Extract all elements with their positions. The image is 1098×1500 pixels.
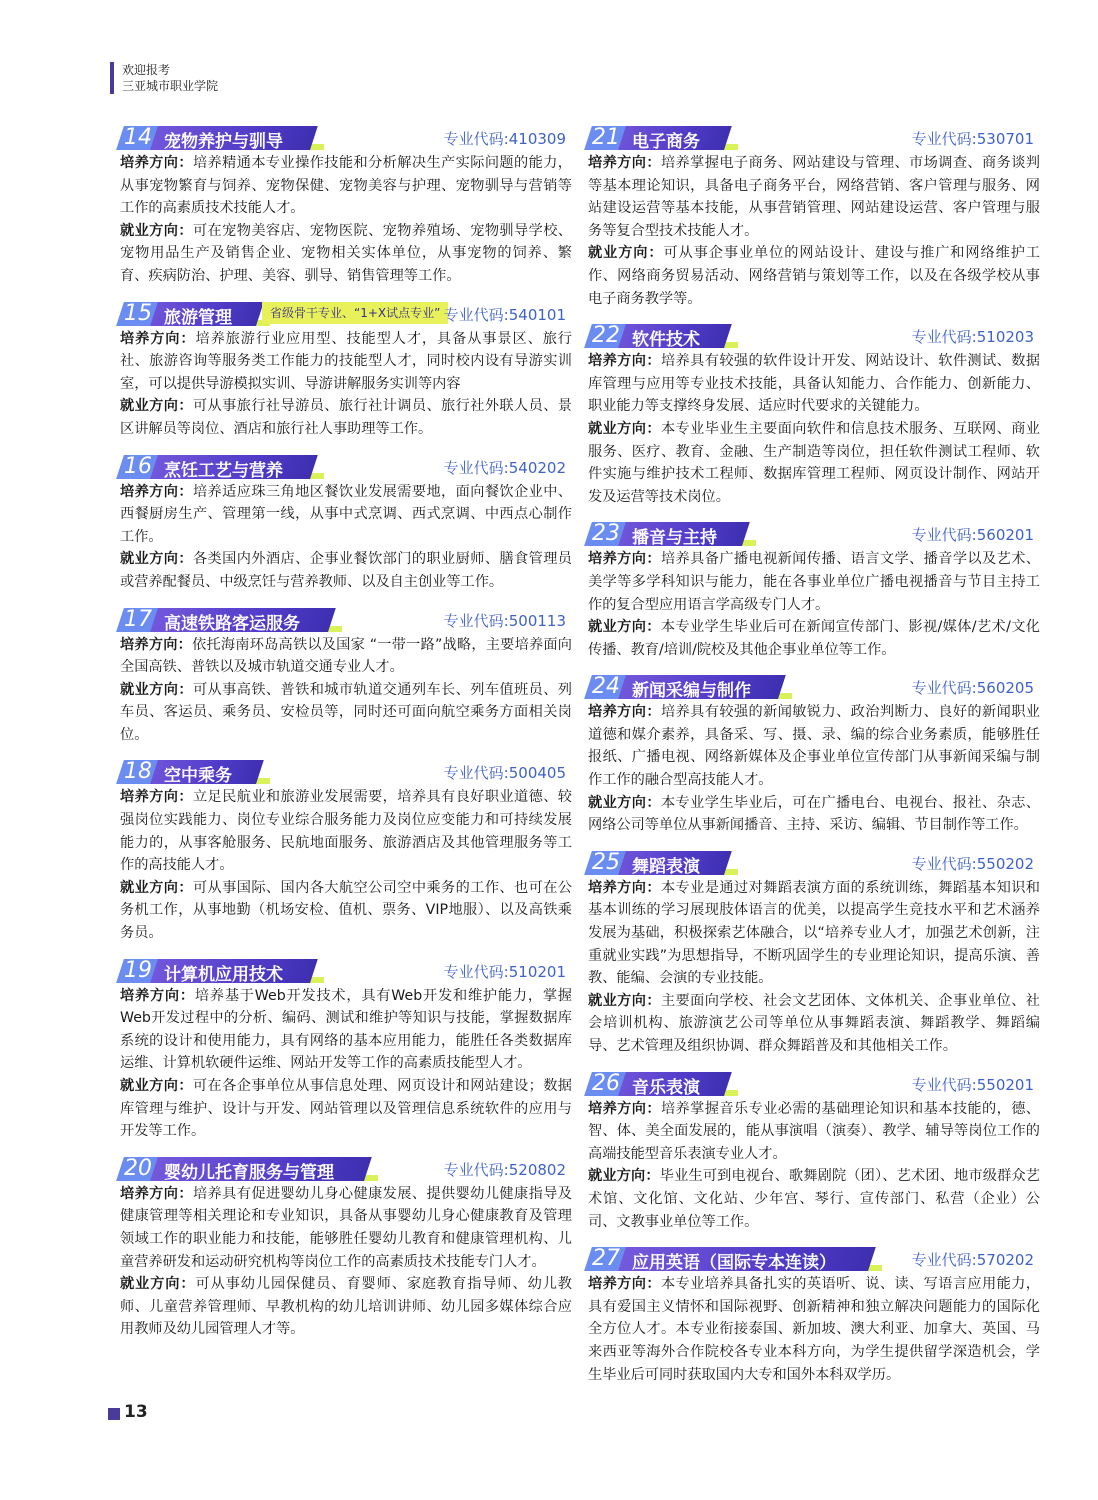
training-label: 培养方向： (120, 330, 196, 347)
training-text: 本专业是通过对舞蹈表演方面的系统训练，舞蹈基本知识和基本训练的学习展现肢体语言的优美，以提高学生竞技水平和艺术涵养发展为基础，积极探索艺体融合，以“培养专业人才，加强艺术创新，注重就业实践”为思想指导，不断巩固学生的专业理论知识，提高乐演、善教、能编、会演的专业技能。 (588, 879, 1040, 987)
training-direction (120, 786, 572, 876)
major-code: 专业代码:550201 (911, 1075, 1034, 1094)
major-code: 专业代码:560205 (911, 679, 1034, 698)
major-number: 19 (124, 957, 152, 983)
training-label: 培养方向： (588, 704, 661, 721)
training-direction (588, 548, 1040, 616)
employment-text: 可在各企事单位从事信息处理、网页设计和网站建设；数据库管理与维护、设计与开发、网站管理以及管理信息系统软件的应用与开发等工作。 (120, 1078, 572, 1140)
major-title-row (588, 673, 1040, 701)
employment-text: 可从事高铁、普铁和城市轨道交通列车长、列车值班员、列车员、客运员、乘务员、安检员等，同时还可面向航空乘务方面相关岗位。 (120, 681, 572, 743)
major-section (588, 849, 1040, 1058)
training-text: 培养精通本专业操作技能和分析解决生产实际问题的能力，从事宠物繁育与饲养、宠物保健、宠物美容与护理、宠物驯导与营销等工作的高素质技术技能人才。 (120, 155, 572, 217)
major-section (120, 453, 572, 594)
training-label: 培养方向： (120, 155, 193, 171)
page-header (110, 62, 218, 94)
employment-text: 本专业学生毕业后，可在广播电台、电视台、报社、杂志、网络公司等单位从事新闻播音、主持、采访、编辑、节目制作等工作。 (588, 794, 1040, 834)
major-name: 软件技术 (632, 330, 700, 351)
major-name: 空中乘务 (164, 766, 232, 787)
employment-direction (588, 418, 1040, 508)
employment-label: 就业方向： (588, 1168, 660, 1185)
training-text: 依托海南环岛高铁以及国家 “一带一路”战略，主要培养面向全国高铁、普铁以及城市轨道交通专业人才。 (120, 636, 572, 676)
employment-direction (588, 242, 1040, 310)
training-label: 培养方向： (120, 1185, 193, 1202)
employment-label: 就业方向： (588, 992, 661, 1009)
training-label: 培养方向： (120, 789, 193, 806)
major-code: 专业代码:410309 (443, 130, 566, 148)
employment-direction (120, 548, 572, 593)
training-text: 培养适应珠三角地区餐饮业发展需要地，面向餐饮企业中、西餐厨房生产、管理第一线，从事中式烹调、西式烹调、中西点心制作工作。 (120, 483, 572, 545)
major-title-row (120, 124, 572, 152)
major-name: 高速铁路客运服务 (164, 613, 300, 634)
training-label: 培养方向： (588, 155, 661, 171)
employment-direction (588, 792, 1040, 837)
employment-label: 就业方向： (588, 420, 661, 437)
training-direction (120, 152, 572, 220)
major-code: 专业代码:530701 (911, 130, 1034, 148)
employment-direction (588, 616, 1040, 661)
training-label: 培养方向： (588, 353, 661, 370)
employment-direction (120, 1075, 572, 1143)
major-section (120, 1155, 572, 1341)
major-title-row (120, 300, 572, 328)
employment-text: 可从事幼儿园保健员、育婴师、家庭教育指导师、幼儿教师、儿童营养管理师、早教机构的幼儿培训讲师、幼儿园多媒体综合应用教师及幼儿园管理人才等。 (120, 1276, 572, 1338)
major-tag: 省级骨干专业、“1+X试点专业” (262, 302, 448, 324)
major-name: 烹饪工艺与营养 (164, 460, 283, 481)
major-name: 电子商务 (632, 132, 700, 152)
major-name: 婴幼儿托育服务与管理 (164, 1162, 334, 1183)
major-code: 专业代码:560201 (911, 526, 1034, 545)
employment-text: 可在宠物美容店、宠物医院、宠物养殖场、宠物驯导学校、宠物用品生产及销售企业、宠物相关实体单位，从事宠物的饲养、繁育、疾病防治、护理、美容、驯导、销售管理等工作。 (120, 222, 572, 284)
employment-text: 本专业毕业生主要面向软件和信息技术服务、互联网、商业服务、医疗、教育、金融、生产制造等岗位，担任软件测试工程师、软件实施与维护技术工程师、数据库管理工程师、网页设计制作、网站开发及运营等技术岗位。 (588, 420, 1040, 505)
major-section (120, 758, 572, 944)
major-code: 专业代码:510203 (911, 328, 1034, 347)
major-title-row (588, 849, 1040, 877)
training-label: 培养方向： (120, 636, 193, 653)
page-number: 13 (124, 1402, 148, 1422)
major-title-row (588, 520, 1040, 548)
major-name: 舞蹈表演 (632, 856, 700, 877)
employment-text: 各类国内外酒店、企事业餐饮部门的职业厨师、膳食管理员或营养配餐员、中级烹饪与营养教师、以及自主创业等工作。 (120, 551, 572, 590)
employment-direction (588, 1165, 1040, 1233)
major-name: 计算机应用技术 (164, 964, 283, 985)
training-label: 培养方向： (588, 1276, 661, 1293)
training-text: 立足民航业和旅游业发展需要，培养具有良好职业道德、较强岗位实践能力、岗位专业综合服务能力及岗位应变能力和可持续发展能力的，从事客舱服务、民航地面服务、旅游酒店及其他管理服务等工作的高技能人才。 (120, 789, 572, 874)
header-line1: 欢迎报考 (122, 63, 171, 77)
employment-label: 就业方向： (588, 619, 661, 636)
employment-direction (588, 990, 1040, 1058)
training-text: 培养具有较强的新闻敏锐力、政治判断力、良好的新闻职业道德和媒介素养，具备采、写、摄、录、编的综合业务素质，能够胜任报纸、广播电视、网络新媒体及企事业单位宣传部门从事新闻采编与制作工作的融合型高技能人才。 (588, 704, 1040, 789)
training-text: 培养具备广播电视新闻传播、语言文学、播音学以及艺术、美学等多学科知识与能力，能在各事业单位广播电视播音与节目主持工作的复合型应用语言学高级专门人才。 (588, 551, 1040, 613)
employment-label: 就业方向： (120, 681, 193, 698)
employment-text: 可从事国际、国内各大航空公司空中乘务的工作、也可在公务机工作，从事地勤（机场安检、值机、票务、VIP地服）、以及高铁乘务员。 (120, 879, 572, 942)
major-code: 专业代码:510201 (443, 962, 566, 981)
major-number: 27 (592, 1246, 620, 1272)
training-text: 培养掌握音乐专业必需的基础理论知识和基本技能的，德、智、体、美全面发展的，能从事演唱（演奏）、教学、辅导等岗位工作的高端技能型音乐表演专业人才。 (588, 1100, 1040, 1162)
training-text: 培养旅游行业应用型、技能型人才，具备从事景区、旅行社、旅游咨询等服务类工作能力的技能型人才，同时校内设有导游实训室，可以提供导游模拟实训、导游讲解服务实训等内容 (120, 330, 572, 392)
major-number: 25 (592, 849, 620, 875)
training-label: 培养方向： (120, 483, 193, 500)
employment-text: 可从事旅行社导游员、旅行社计调员、旅行社外联人员、景区讲解员等岗位、酒店和旅行社人事助理等工作。 (120, 398, 572, 437)
major-number: 18 (124, 759, 152, 785)
left-column (120, 124, 572, 1353)
major-title-row (120, 1155, 572, 1183)
training-direction (120, 634, 572, 679)
major-title-row (120, 957, 572, 985)
major-title-row (120, 453, 572, 481)
major-number: 21 (592, 125, 620, 150)
employment-label: 就业方向： (120, 551, 193, 568)
major-section (588, 1070, 1040, 1234)
major-section (588, 124, 1040, 310)
major-code: 专业代码:520802 (443, 1160, 566, 1179)
training-direction (588, 350, 1040, 418)
major-name: 宠物养护与驯导 (164, 132, 283, 152)
major-code: 专业代码:550202 (911, 854, 1034, 873)
employment-text: 可从事企事业单位的网站设计、建设与推广和网络维护工作、网络商务贸易活动、网络营销与策划等工作，以及在各级学校从事电子商务教学等。 (588, 245, 1040, 307)
employment-label: 就业方向： (120, 1078, 193, 1094)
employment-label: 就业方向： (588, 794, 661, 811)
employment-text: 主要面向学校、社会文艺团体、文体机关、企事业单位、社会培训机构、旅游演艺公司等单位从事舞蹈表演、舞蹈教学、舞蹈编导、艺术管理及组织协调、群众舞蹈普及和其他相关工作。 (588, 992, 1040, 1054)
major-code: 专业代码:540202 (443, 458, 566, 477)
major-number: 20 (124, 1155, 152, 1181)
training-label: 培养方向： (588, 879, 661, 896)
employment-label: 就业方向： (120, 398, 193, 415)
major-section (588, 322, 1040, 508)
employment-label: 就业方向： (120, 879, 193, 896)
major-section (120, 957, 572, 1143)
training-direction (120, 481, 572, 549)
training-text: 培养具有促进婴幼儿身心健康发展、提供婴幼儿健康指导及健康管理等相关理论和专业知识，具备从事婴幼儿身心健康教育及管理领域工作的职业能力和技能，能够胜任婴幼儿教育和健康管理机构、儿童营养研发和运动研究机构等岗位工作的高素质技术技能专门人才。 (120, 1185, 572, 1270)
major-section (120, 300, 572, 441)
training-direction (588, 1273, 1040, 1386)
major-title-row (120, 758, 572, 786)
training-direction (588, 1098, 1040, 1166)
employment-label: 就业方向： (588, 245, 664, 262)
training-direction (120, 1183, 572, 1273)
major-name: 旅游管理 (164, 307, 232, 328)
employment-label: 就业方向： (120, 222, 193, 239)
major-title-row (120, 606, 572, 634)
training-direction (120, 985, 572, 1075)
training-text: 培养掌握电子商务、网站建设与管理、市场调查、商务谈判等基本理论知识，具备电子商务平台，网络营销、客户管理与服务、网站建设运营等基本技能，从事营销管理、网站建设运营、客户管理与服务等复合型技术技能人才。 (588, 155, 1040, 239)
header-line2: 三亚城市职业学院 (122, 79, 219, 93)
major-title-row (588, 1070, 1040, 1098)
right-column (588, 124, 1040, 1398)
employment-label: 就业方向： (120, 1276, 196, 1293)
major-section (588, 520, 1040, 661)
training-direction (588, 152, 1040, 242)
major-number: 23 (592, 521, 620, 547)
employment-direction (120, 395, 572, 440)
training-direction (588, 701, 1040, 791)
page-marker-square (108, 1408, 120, 1420)
major-section (120, 606, 572, 747)
training-text: 培养基于Web开发技术，具有Web开发和维护能力，掌握Web开发过程中的分析、编码、测试和维护等知识与技能，掌握数据库系统的设计和使用能力，具有网络的基本应用能力，能胜任各类数据库运维、计算机软硬件运维、网站开发等工作的高素质技能型人才。 (120, 987, 572, 1072)
major-section (588, 1245, 1040, 1386)
training-text: 本专业培养具备扎实的英语听、说、读、写语言应用能力，具有爱国主义情怀和国际视野、创新精神和独立解决问题能力的国际化全方位人才。本专业衔接泰国、新加坡、澳大利亚、加拿大、英国、马来西亚等海外合作院校各专业本科方向，为学生提供留学深造机会，学生毕业后可同时获取国内大专和国外本科双学历。 (588, 1276, 1040, 1383)
employment-direction (120, 1273, 572, 1341)
major-number: 14 (124, 125, 152, 150)
major-name: 新闻采编与制作 (632, 681, 751, 702)
major-title-row (588, 322, 1040, 350)
major-number: 17 (124, 606, 152, 632)
employment-direction (120, 679, 572, 747)
major-code: 专业代码:500405 (443, 764, 566, 783)
major-name: 播音与主持 (632, 528, 717, 549)
major-number: 15 (124, 300, 152, 326)
training-text: 培养具有较强的软件设计开发、网站设计、软件测试、数据库管理与应用等专业技术技能，具备认知能力、合作能力、创新能力、职业能力等支撑终身发展、适应时代要求的关键能力。 (588, 353, 1040, 415)
major-number: 16 (124, 453, 152, 479)
major-title-row (588, 1245, 1040, 1273)
major-code: 专业代码:540101 (443, 305, 566, 324)
major-name: 应用英语（国际专本连读） (632, 1253, 836, 1274)
training-label: 培养方向： (120, 987, 195, 1004)
major-code: 专业代码:570202 (911, 1251, 1034, 1270)
employment-direction (120, 877, 572, 945)
major-number: 22 (592, 323, 620, 349)
major-section (120, 124, 572, 288)
major-number: 24 (592, 674, 620, 700)
major-code: 专业代码:500113 (443, 611, 566, 630)
employment-direction (120, 220, 572, 288)
training-label: 培养方向： (588, 551, 661, 568)
employment-text: 毕业生可到电视台、歌舞剧院（团）、艺术团、地市级群众艺术馆、文化馆、文化站、少年宫、琴行、宣传部门、私营（企业）公司、文教事业单位等工作。 (588, 1168, 1040, 1230)
training-label: 培养方向： (588, 1100, 661, 1117)
employment-text: 本专业学生毕业后可在新闻宣传部门、影视/媒体/艺术/文化传播、教育/培训/院校及其他企事业单位等工作。 (588, 619, 1040, 658)
major-section (588, 673, 1040, 837)
major-title-row (588, 124, 1040, 152)
major-number: 26 (592, 1070, 620, 1096)
major-name: 音乐表演 (632, 1077, 700, 1098)
training-direction (588, 877, 1040, 990)
training-direction (120, 328, 572, 396)
